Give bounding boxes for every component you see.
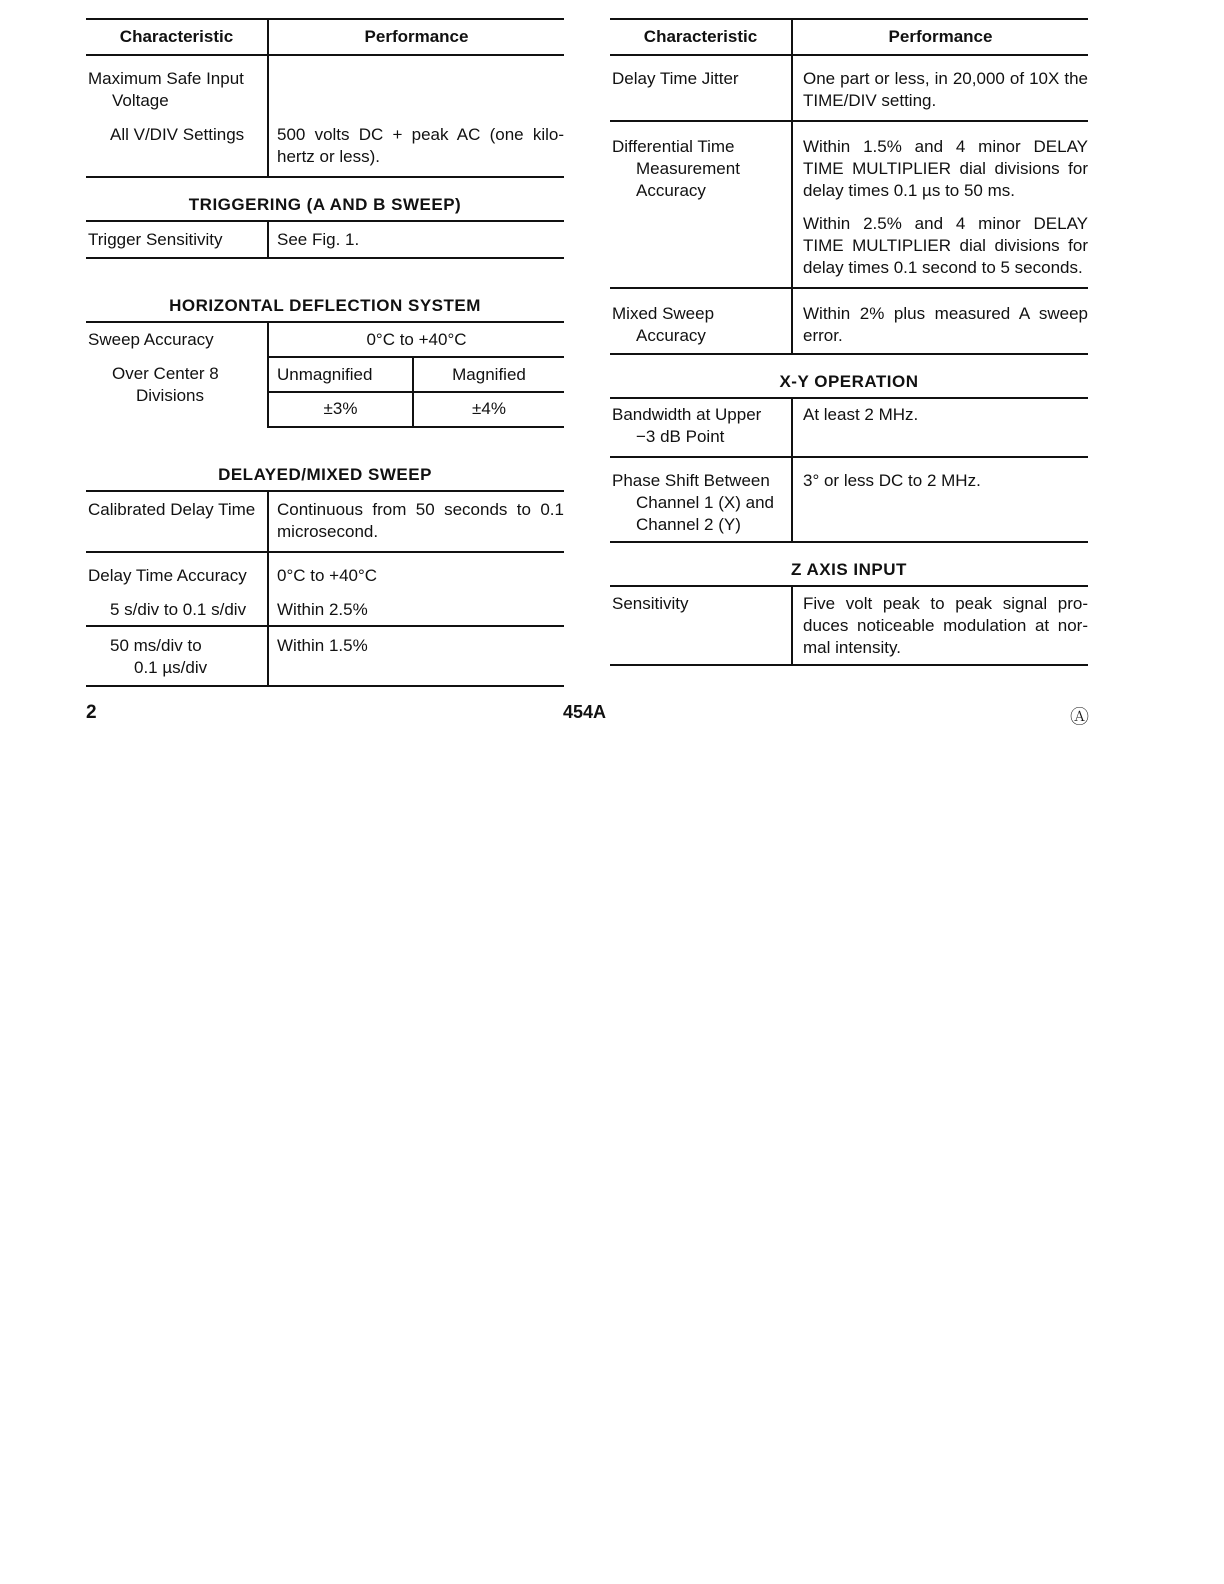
delay-accuracy-characteristic: Delay Time Accuracy [86, 552, 268, 587]
trigger-characteristic: Trigger Sensitivity [86, 221, 268, 258]
input-performance: 500 volts DC + peak AC (one kilo-hertz or less). [268, 112, 564, 177]
characteristic-header: Characteristic [610, 19, 792, 55]
table-row [86, 322, 564, 357]
triggering-title: TRIGGERING (A AND B SWEEP) [86, 177, 564, 221]
z-sensitivity-performance: Five volt peak to peak signal pro-duces noticeable modulation at nor-mal intensity. [792, 586, 1088, 665]
table-row [610, 457, 1088, 542]
unmagnified-label: Unmagnified [268, 357, 413, 392]
table-row [86, 55, 564, 112]
range2-characteristic: 50 ms/div to [110, 636, 202, 655]
characteristic-header: Characteristic [86, 19, 268, 55]
table-row [610, 586, 1088, 665]
jitter-performance: One part or less, in 20,000 of 10X the TIME/DIV setting. [792, 55, 1088, 121]
range2-performance: Within 1.5% [268, 626, 564, 686]
section-heading-row [86, 427, 564, 491]
table-row [610, 398, 1088, 457]
bandwidth-performance: At least 2 MHz. [792, 398, 1088, 457]
delayed-title: DELAYED/MIXED SWEEP [86, 427, 564, 491]
delay-accuracy-temperature: 0°C to +40°C [277, 566, 378, 585]
table-row [86, 221, 564, 258]
table-row [610, 288, 1088, 354]
table-row [86, 552, 564, 587]
center-divisions-label: Over Center 8 [112, 364, 219, 383]
left-spec-table [86, 18, 564, 687]
differential-characteristic-line2: Measurement [636, 159, 740, 178]
differential-performance-2: Within 2.5% and 4 minor DELAY TIME MULTIPLIER dial divisions for delay times 0.1 second to 5 seconds. [803, 214, 1088, 277]
table-row [610, 55, 1088, 121]
performance-header: Performance [792, 19, 1088, 55]
z-sensitivity-characteristic: Sensitivity [610, 586, 792, 665]
model-number: 454A [563, 702, 607, 722]
jitter-characteristic: Delay Time Jitter [610, 55, 792, 121]
magnified-value: ±4% [413, 392, 564, 427]
section-heading-row [610, 542, 1088, 586]
calibrated-delay-performance: Continuous from 50 seconds to 0.1 microsecond. [268, 491, 564, 552]
table-row [610, 121, 1088, 288]
bandwidth-characteristic-line2: −3 dB Point [636, 427, 725, 446]
unmagnified-value: ±3% [268, 392, 413, 427]
mixed-sweep-performance: Within 2% plus measured A sweep error. [792, 288, 1088, 354]
calibrated-delay-characteristic: Calibrated Delay Time [86, 491, 268, 552]
range2-characteristic-line2: 0.1 µs/div [134, 658, 208, 677]
section-heading-row [610, 354, 1088, 398]
right-spec-column [610, 18, 1088, 666]
performance-header: Performance [268, 19, 564, 55]
table-row [86, 357, 564, 392]
differential-performance-1: Within 1.5% and 4 minor DELAY TIME MULTIPLIER dial divisions for delay times 0.1 µs to 50 ms. [803, 137, 1088, 200]
table-header [86, 19, 564, 55]
center-divisions-label-line2: Divisions [136, 386, 205, 405]
mixed-sweep-characteristic: Mixed Sweep [612, 304, 715, 323]
phase-shift-performance: 3° or less DC to 2 MHz. [792, 457, 1088, 542]
section-heading-row [86, 177, 564, 221]
section-heading-row [86, 258, 564, 322]
differential-characteristic: Differential Time [612, 137, 735, 156]
table-row [86, 626, 564, 686]
input-sub-characteristic: All V/DIV Settings [86, 112, 268, 177]
mixed-sweep-characteristic-line2: Accuracy [636, 326, 706, 345]
xy-title: X-Y OPERATION [610, 354, 1088, 398]
right-spec-table [610, 18, 1088, 666]
page-number: 2 [86, 702, 97, 723]
z-axis-title: Z AXIS INPUT [610, 542, 1088, 586]
range1-performance: Within 2.5% [268, 587, 564, 626]
revision-mark: Ⓐ [1070, 707, 1090, 728]
phase-shift-characteristic-line2: Channel 1 (X) and [636, 493, 774, 512]
bandwidth-characteristic: Bandwidth at Upper [612, 405, 762, 424]
magnified-label: Magnified [413, 357, 564, 392]
table-row [86, 112, 564, 177]
horizontal-title: HORIZONTAL DEFLECTION SYSTEM [86, 258, 564, 322]
trigger-performance: See Fig. 1. [268, 221, 564, 258]
table-row [86, 587, 564, 626]
left-spec-column [86, 18, 564, 687]
phase-shift-characteristic: Phase Shift Between [612, 471, 770, 490]
input-characteristic: Maximum Safe Input [88, 69, 244, 88]
phase-shift-characteristic-line3: Channel 2 (Y) [636, 515, 741, 534]
differential-characteristic-line3: Accuracy [636, 181, 706, 200]
table-header [610, 19, 1088, 55]
input-characteristic-line2: Voltage [112, 91, 169, 110]
range1-characteristic: 5 s/div to 0.1 s/div [86, 587, 268, 626]
sweep-accuracy-characteristic: Sweep Accuracy [86, 322, 268, 357]
sweep-temperature-range: 0°C to +40°C [268, 322, 564, 357]
table-row [86, 491, 564, 552]
